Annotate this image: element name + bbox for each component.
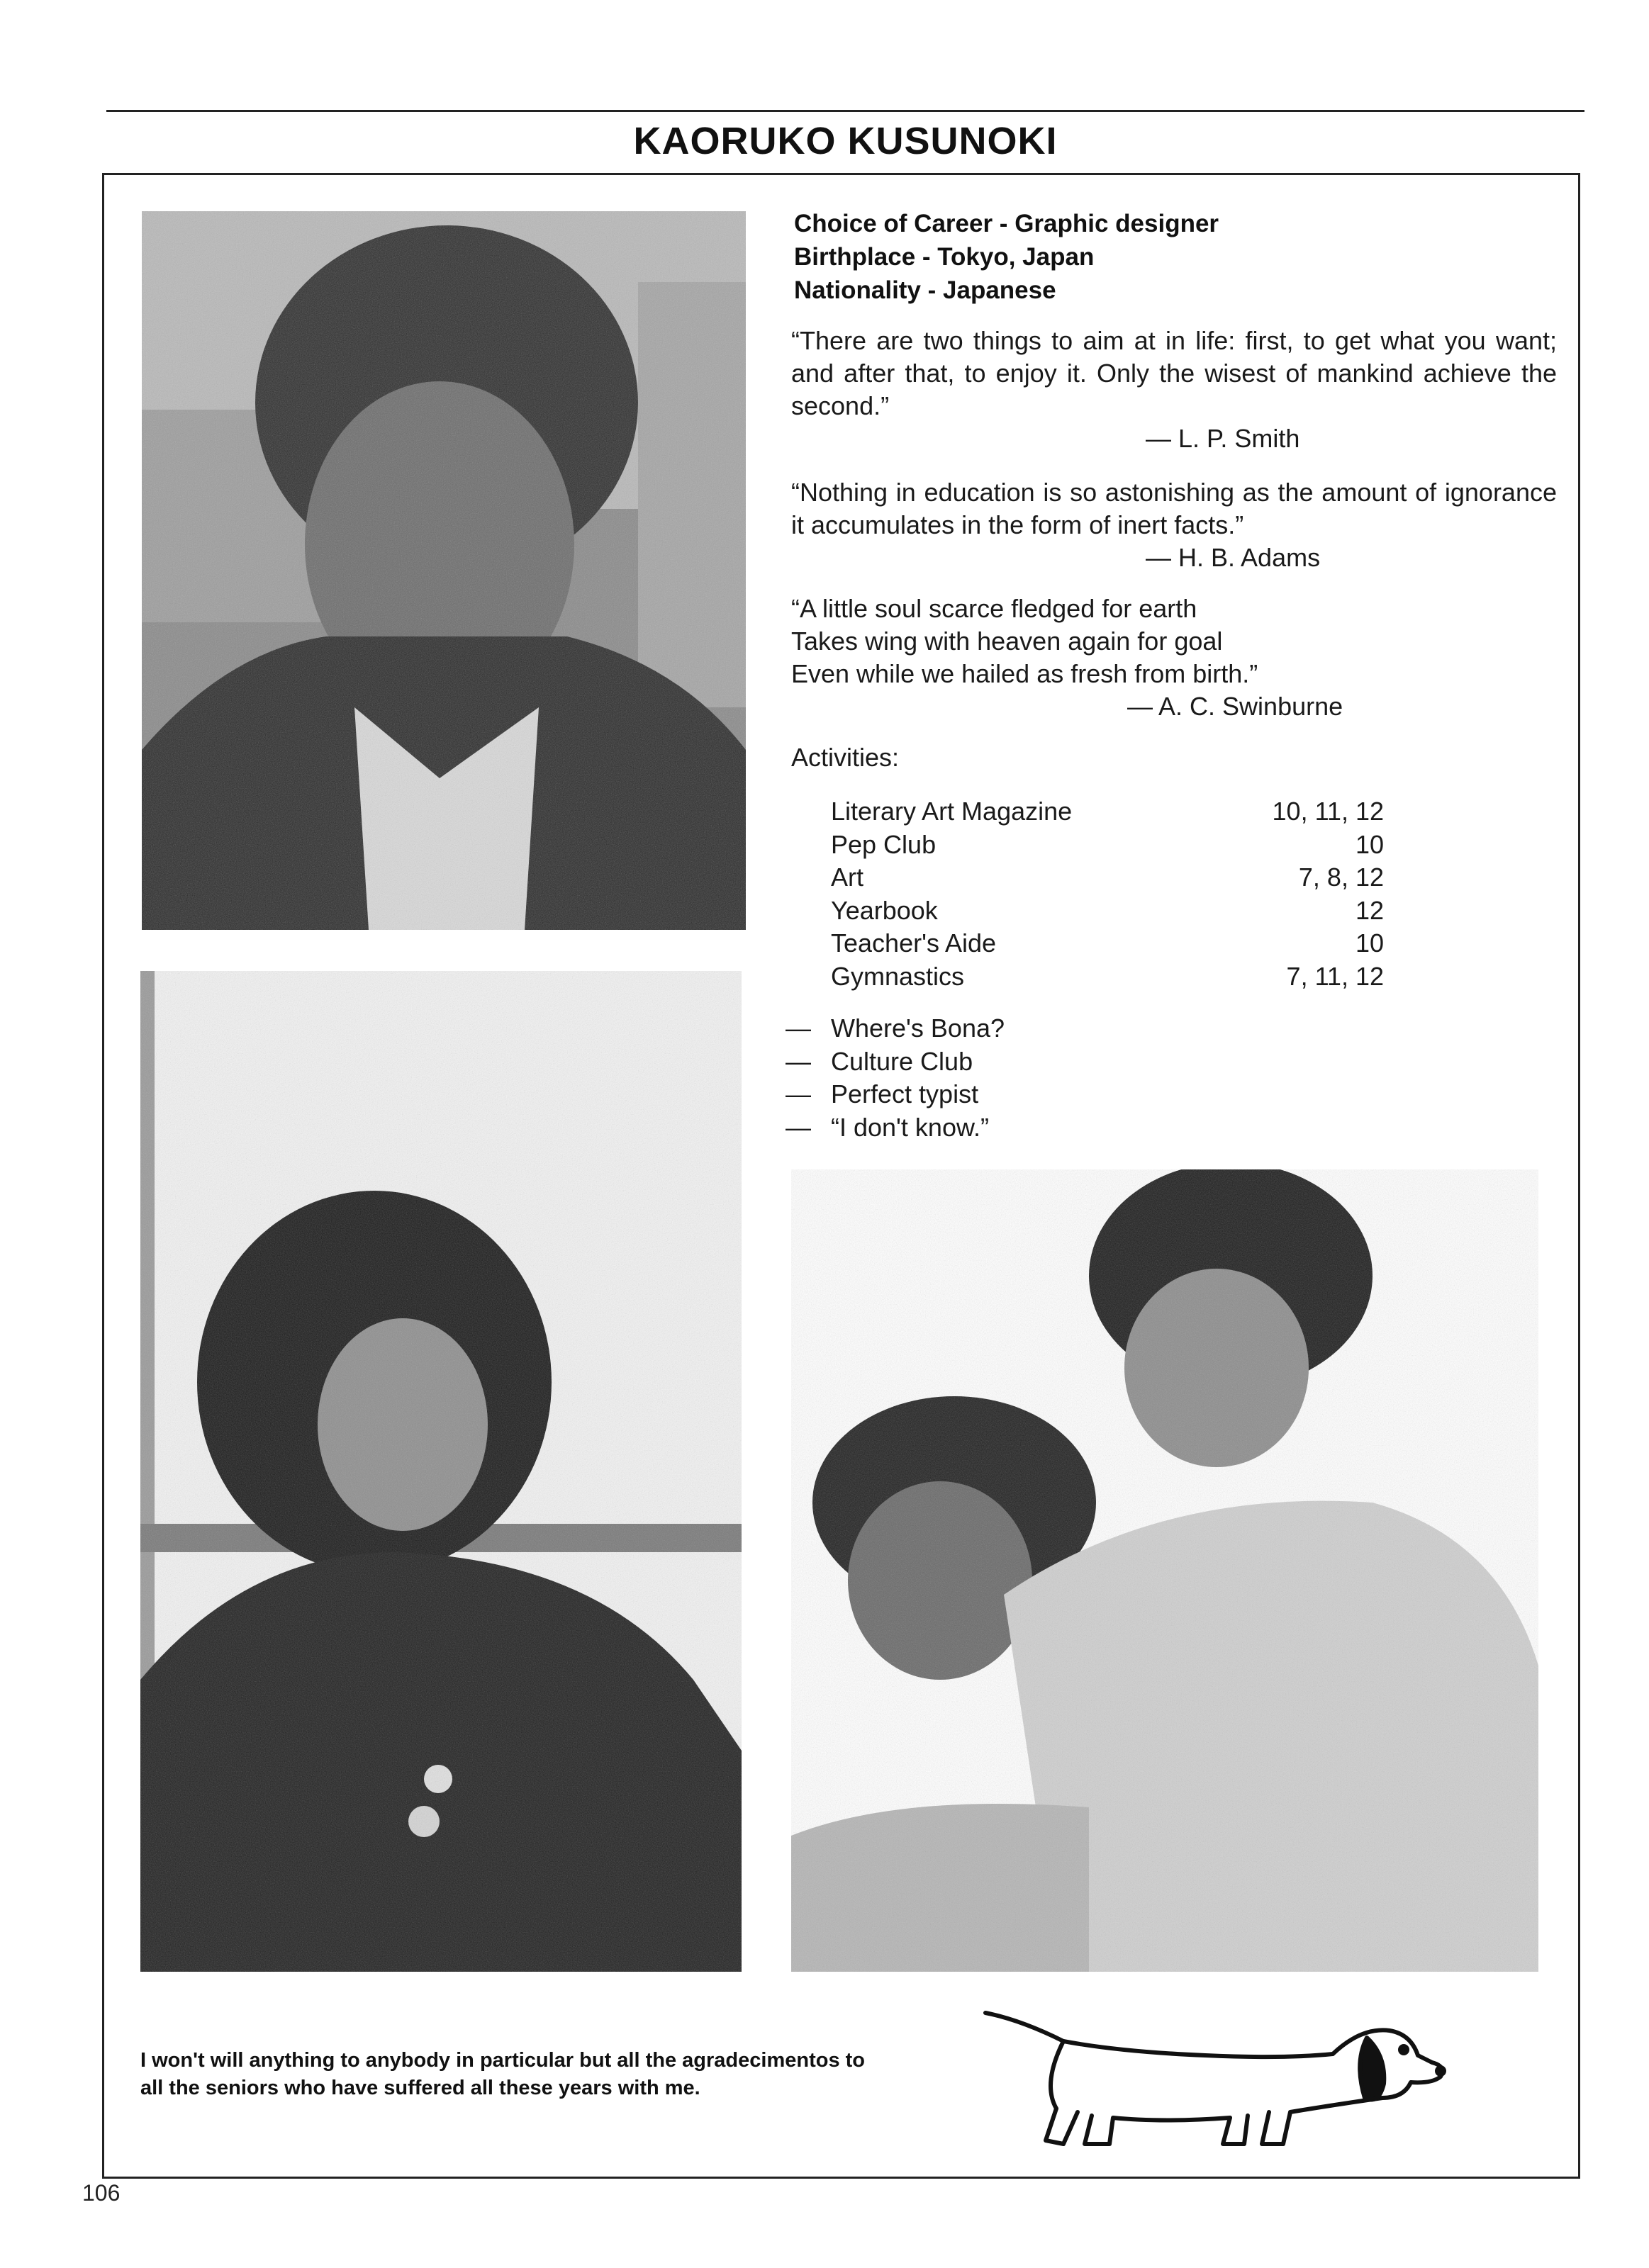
activity-years: 10, 11, 12 — [1272, 797, 1384, 826]
nationality-line: Nationality - Japanese — [794, 276, 1056, 304]
activity-name: Yearbook — [831, 895, 938, 925]
quote-smith — [791, 325, 1557, 455]
list-item-text: Culture Club — [831, 1046, 973, 1076]
activity-name: Art — [831, 863, 864, 892]
activity-name: Teacher's Aide — [831, 928, 997, 958]
list-item — [786, 1111, 1005, 1145]
activity-name: Pep Club — [831, 829, 937, 859]
activity-row — [831, 829, 1384, 862]
activity-years: 7, 11, 12 — [1286, 961, 1384, 991]
activity-years: 10 — [1355, 829, 1384, 859]
portrait-photo — [142, 211, 746, 930]
quote-swinburne — [791, 593, 1557, 723]
page-number: 106 — [82, 2180, 121, 2206]
list-item — [786, 1045, 1005, 1079]
dash: — — [786, 1112, 811, 1142]
activity-row — [831, 960, 1384, 994]
misc-list — [786, 1012, 1005, 1144]
activity-years: 12 — [1355, 895, 1384, 925]
dachshund-drawing — [978, 1999, 1475, 2151]
list-item-text: Perfect typist — [831, 1079, 979, 1108]
activity-row — [831, 795, 1384, 829]
quote-adams — [791, 476, 1557, 574]
activity-years: 10 — [1355, 928, 1384, 958]
activity-row — [831, 894, 1384, 928]
dash: — — [786, 1014, 811, 1043]
quote-text: “Nothing in education is so astonishing as the amount of ignorance it accumulates in the form of inert facts.” — [791, 478, 1557, 539]
activities-table — [831, 795, 1384, 993]
quote-author: — A. C. Swinburne — [1127, 692, 1343, 721]
quote-text: “A little soul scarce fledged for earth Takes wing with heaven again for goal Even while we hailed as fresh from birth.” — [791, 594, 1258, 688]
dash: — — [786, 1046, 811, 1076]
top-rule — [106, 110, 1584, 112]
candid-photo-left — [140, 971, 742, 1972]
page-title: KAORUKO KUSUNOKI — [633, 120, 1058, 162]
activity-years: 7, 8, 12 — [1298, 863, 1384, 892]
list-item — [786, 1078, 1005, 1111]
activity-row — [831, 927, 1384, 960]
quote-author: — H. B. Adams — [1146, 543, 1321, 572]
list-item-text: Where's Bona? — [831, 1014, 1005, 1043]
career-line: Choice of Career - Graphic designer — [794, 210, 1219, 237]
quote-text: “There are two things to aim at in life: first, to get what you want; and after that, to enjoy it. Only the wisest of mankind achieve the second.” — [791, 326, 1557, 420]
dash: — — [786, 1079, 811, 1108]
activity-name: Gymnastics — [831, 961, 965, 991]
activities-label: Activities: — [791, 743, 900, 772]
list-item-text: “I don't know.” — [831, 1112, 989, 1142]
candid-photo-right — [791, 1169, 1538, 1972]
activity-name: Literary Art Magazine — [831, 797, 1073, 826]
list-item — [786, 1012, 1005, 1045]
quote-author: — L. P. Smith — [1146, 424, 1300, 453]
activity-row — [831, 861, 1384, 894]
student-facts — [794, 207, 1574, 307]
birthplace-line: Birthplace - Tokyo, Japan — [794, 243, 1095, 271]
senior-will: I won't will anything to anybody in particular but all the agradecimentos to all the seniors who have suffered all these years with me. — [140, 2049, 865, 2099]
